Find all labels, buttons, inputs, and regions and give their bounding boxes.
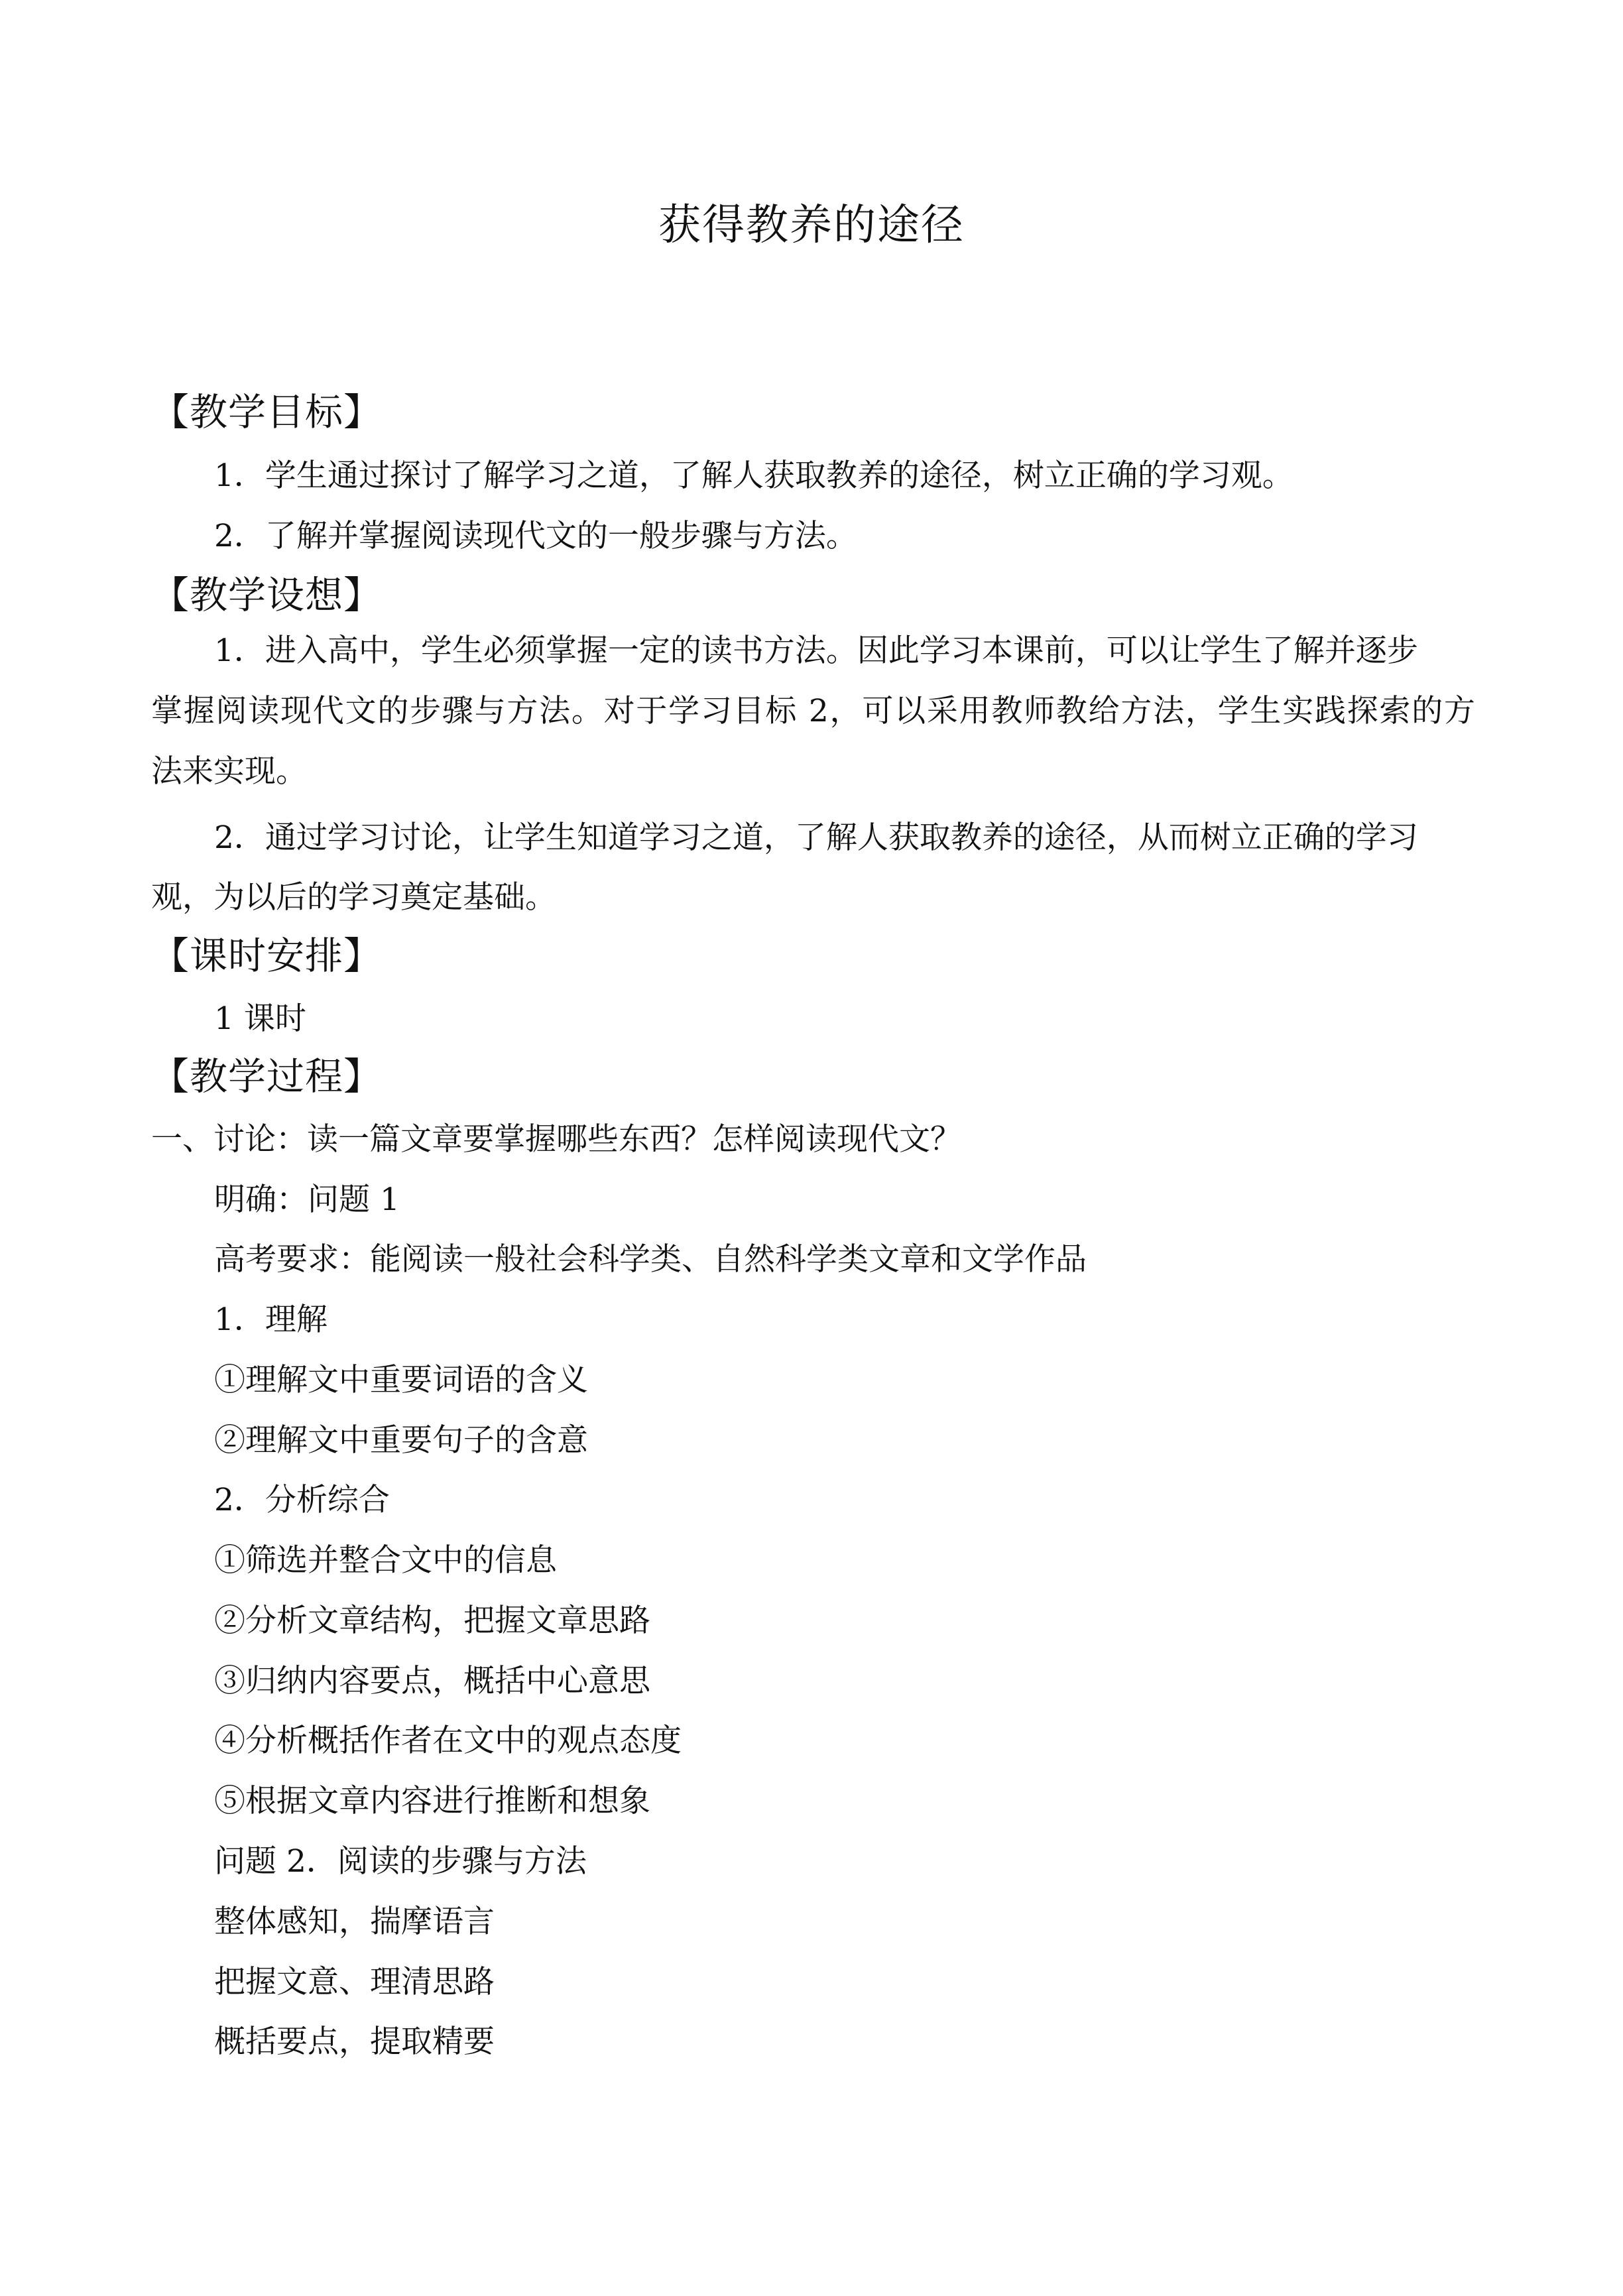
heading-process: 【教学过程】 <box>151 1055 382 1099</box>
process-line: 1．理解 <box>214 1301 328 1338</box>
process-line: 问题 2．阅读的步骤与方法 <box>214 1843 587 1880</box>
heading-objectives: 【教学目标】 <box>151 391 382 434</box>
process-line: 2．分析综合 <box>214 1482 390 1518</box>
heading-schedule: 【课时安排】 <box>151 934 382 978</box>
objective-item-1: 1．学生通过探讨了解学习之道，了解人获取教养的途径，树立正确的学习观。 <box>214 457 1293 494</box>
schedule-text: 1 课时 <box>214 1000 306 1037</box>
process-line: 概括要点，提取精要 <box>214 2024 495 2060</box>
process-line: ①筛选并整合文中的信息 <box>214 1542 557 1579</box>
process-line: ④分析概括作者在文中的观点态度 <box>214 1722 682 1759</box>
design-para2-line1: 2．通过学习讨论，让学生知道学习之道，了解人获取教养的途径，从而树立正确的学习 <box>214 819 1418 856</box>
process-line: 高考要求：能阅读一般社会科学类、自然科学类文章和文学作品 <box>214 1241 1087 1278</box>
document-title: 获得教养的途径 <box>658 201 965 250</box>
process-line: ②理解文中重要句子的含意 <box>214 1422 588 1459</box>
design-para1-line1: 1．进入高中，学生必须掌握一定的读书方法。因此学习本课前，可以让学生了解并逐步 <box>214 633 1418 669</box>
objective-item-2: 2．了解并掌握阅读现代文的一般步骤与方法。 <box>214 518 857 554</box>
process-line: ①理解文中重要词语的含义 <box>214 1362 588 1398</box>
process-discussion: 一、讨论：读一篇文章要掌握哪些东西？怎样阅读现代文？ <box>151 1121 961 1158</box>
process-line: ②分析文章结构，把握文章思路 <box>214 1602 650 1639</box>
design-para1-line3: 法来实现。 <box>151 753 307 790</box>
process-line: ③归纳内容要点，概括中心意思 <box>214 1663 650 1699</box>
process-line: 把握文意、理清思路 <box>214 1964 495 2000</box>
process-line: 整体感知，揣摩语言 <box>214 1903 495 1940</box>
process-line: 明确：问题 1 <box>214 1181 400 1218</box>
heading-design: 【教学设想】 <box>151 574 382 617</box>
design-para2-line2: 观，为以后的学习奠定基础。 <box>151 879 556 916</box>
design-para1-line2: 掌握阅读现代文的步骤与方法。对于学习目标 2，可以采用教师教给方法，学生实践探索的方 <box>151 693 1475 729</box>
process-line: ⑤根据文章内容进行推断和想象 <box>214 1783 650 1819</box>
